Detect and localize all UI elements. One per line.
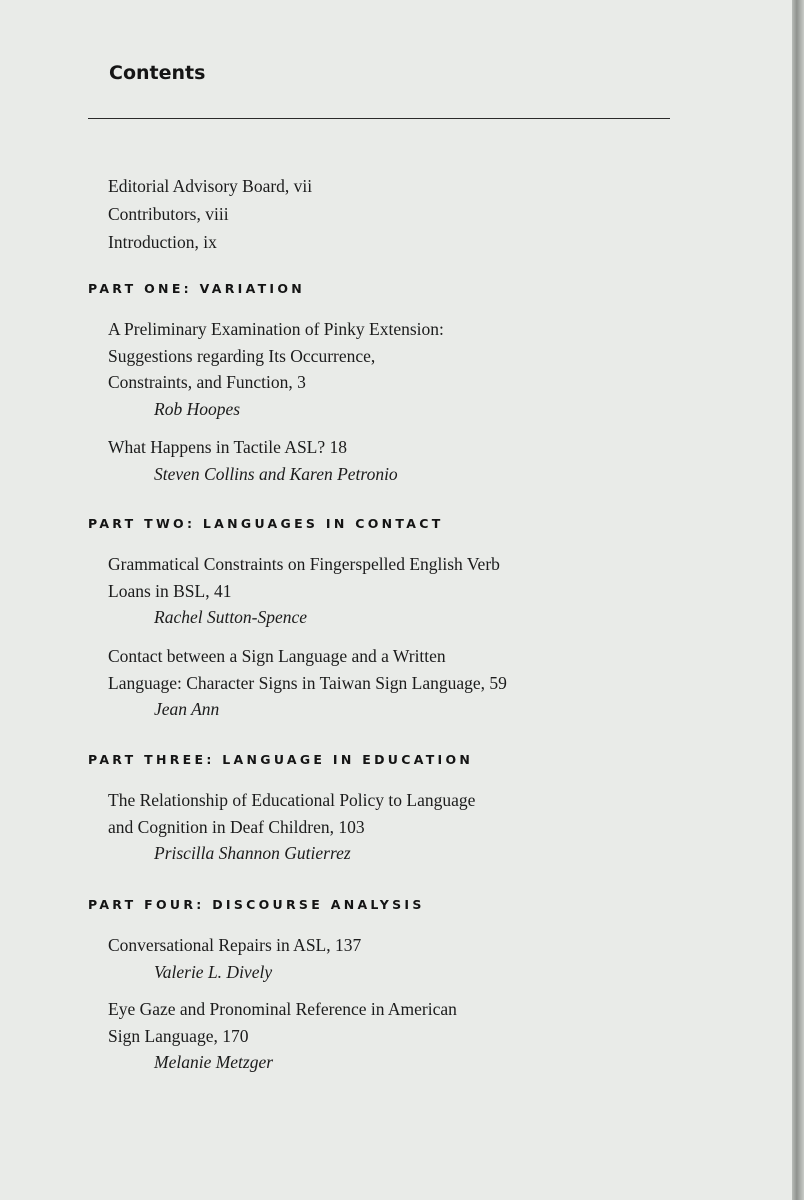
- entry-title-line: Contact between a Sign Language and a Written: [108, 646, 446, 666]
- toc-entry: [108, 787, 475, 867]
- toc-entry: [108, 996, 457, 1076]
- entry-title-line: Constraints, and Function, 3: [108, 372, 306, 392]
- page-title: Contents: [109, 62, 206, 84]
- part-heading: PART TWO: LANGUAGES IN CONTACT: [88, 516, 444, 531]
- part-heading: PART FOUR: DISCOURSE ANALYSIS: [88, 897, 425, 912]
- entry-title-line: Loans in BSL, 41: [108, 580, 232, 601]
- entry-author: Rob Hoopes: [154, 398, 241, 419]
- entry-title-line: A Preliminary Examination of Pinky Extension:: [108, 319, 444, 339]
- entry-title-line: What Happens in Tactile ASL? 18: [108, 437, 348, 457]
- entry-title-line: Eye Gaze and Pronominal Reference in American: [108, 999, 457, 1019]
- entry-title-line: and Cognition in Deaf Children, 103: [108, 816, 365, 837]
- entry-title-line: Suggestions regarding Its Occurrence,: [108, 345, 376, 366]
- entry-author: Rachel Sutton-Spence: [154, 607, 308, 627]
- entry-author: Melanie Metzger: [154, 1052, 274, 1072]
- toc-entry: [108, 551, 500, 631]
- page-edge: [792, 0, 804, 1200]
- title-rule: [88, 118, 670, 119]
- entry-author: Valerie L. Dively: [154, 961, 273, 982]
- entry-title-line: The Relationship of Educational Policy to Language: [108, 790, 476, 810]
- entry-author: Jean Ann: [154, 699, 220, 719]
- part-heading: PART THREE: LANGUAGE IN EDUCATION: [88, 752, 474, 767]
- front-matter-list: [108, 172, 312, 256]
- entry-author: Priscilla Shannon Gutierrez: [154, 843, 351, 863]
- entry-title-line: Sign Language, 170: [108, 1025, 249, 1046]
- toc-entry: [108, 932, 361, 985]
- part-heading: PART ONE: VARIATION: [88, 281, 306, 296]
- front-matter-item: Introduction, ix: [108, 232, 217, 252]
- entry-title-line: Grammatical Constraints on Fingerspelled English Verb: [108, 554, 500, 574]
- toc-entry: [108, 316, 444, 422]
- toc-entry: [108, 643, 507, 723]
- entry-title-line: Language: Character Signs in Taiwan Sign Language, 59: [108, 672, 507, 693]
- front-matter-item: Contributors, viii: [108, 204, 229, 224]
- entry-title-line: Conversational Repairs in ASL, 137: [108, 935, 362, 955]
- front-matter-item: Editorial Advisory Board, vii: [108, 176, 313, 196]
- toc-entry: [108, 434, 398, 487]
- entry-author: Steven Collins and Karen Petronio: [154, 463, 398, 484]
